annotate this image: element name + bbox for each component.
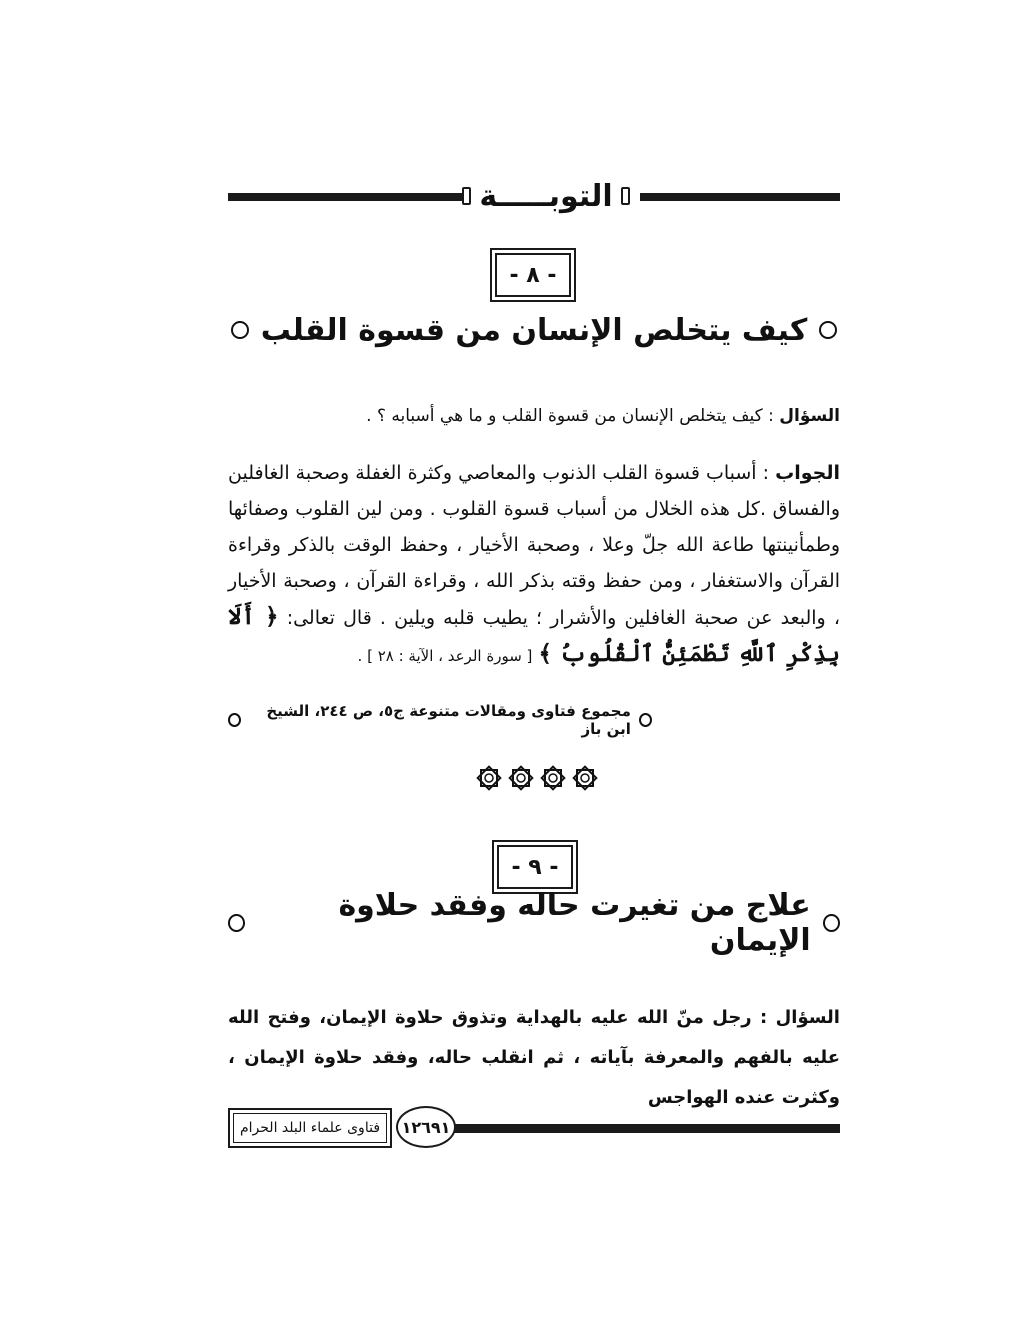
header-rule-right xyxy=(640,193,840,201)
book-title: فتاوى علماء البلد الحرام xyxy=(233,1113,387,1143)
ornament-icon xyxy=(507,764,535,792)
circle-bullet-icon xyxy=(823,914,840,932)
circle-bullet-icon xyxy=(228,914,245,932)
page-footer xyxy=(228,1104,840,1154)
circle-bullet-icon xyxy=(819,321,837,339)
square-bullet-icon xyxy=(621,187,630,205)
section-title-text: علاج من تغيرت حاله وفقد حلاوة الإيمان xyxy=(338,888,811,958)
question-label: السؤال xyxy=(775,1007,840,1028)
book-title-box xyxy=(228,1108,392,1148)
running-header xyxy=(228,172,840,220)
ornament-divider xyxy=(475,764,599,794)
question-paragraph xyxy=(228,998,840,1118)
answer-paragraph xyxy=(228,455,840,674)
header-title: التوبـــــة xyxy=(479,178,613,214)
answer-text: : أسباب قسوة القلب الذنوب والمعاصي وكثرة الغفلة وصحبة الغافلين والفساق .كل هذه الخلال من أسباب قسوة القلوب . ومن لين القلوب وصفائها وطمأنينتها طاعة الله جلّ وعلا ، وصحبة الأخيار ، وحفظ الوقت بالذكر وقراءة القرآن والاستغفار ، ومن حفظ وقته بذكر الله ، وقراءة القرآن ، وصحبة الأخيار ، والبعد عن صحبة الغافلين والأشرار ؛ يطيب قلبه ويلين . قال تعالى: xyxy=(228,462,840,629)
source-citation xyxy=(228,702,652,738)
section-number-box xyxy=(492,840,578,894)
answer-label: الجواب xyxy=(775,462,840,484)
ornament-icon xyxy=(571,764,599,792)
verse-reference: [ سورة الرعد ، الآية : ٢٨ ] . xyxy=(357,647,533,665)
section-number-box xyxy=(490,248,576,302)
section-title xyxy=(228,307,840,353)
source-text: مجموع فتاوى ومقالات متنوعة ج٥، ص ٢٤٤، الشيخ ابن باز xyxy=(266,702,631,738)
page-number: ١٢٦٩١ xyxy=(396,1106,456,1148)
header-title-wrap xyxy=(462,172,630,220)
circle-bullet-icon xyxy=(639,713,652,727)
section-title-text: كيف يتخلص الإنسان من قسوة القلب xyxy=(260,312,808,348)
question-text: : رجل منّ الله عليه بالهداية وتذوق حلاوة الإيمان، وفتح الله عليه بالفهم والمعرفة بآياته ، ثم انقلب حاله، وفقد حلاوة الإيمان ، وكثرت عنده الهواجس xyxy=(228,1007,840,1108)
section-number: - ٨ - xyxy=(495,253,571,297)
circle-bullet-icon xyxy=(231,321,249,339)
section-number: - ٩ - xyxy=(497,845,573,889)
ornament-icon xyxy=(539,764,567,792)
circle-bullet-icon xyxy=(228,713,241,727)
header-rule-left xyxy=(228,193,464,201)
question-paragraph xyxy=(228,398,840,434)
question-label: السؤال xyxy=(779,406,840,426)
footer-rule xyxy=(446,1124,840,1133)
question-text: : كيف يتخلص الإنسان من قسوة القلب و ما هي أسبابه ؟ . xyxy=(366,406,774,426)
section-title xyxy=(228,888,840,958)
ornament-icon xyxy=(475,764,503,792)
quran-verse: ﴿ أَلَا بِذِكْرِ ٱللَّهِ تَطْمَئِنُّ ٱلْقُلُوبُ ﴾ xyxy=(228,603,840,667)
